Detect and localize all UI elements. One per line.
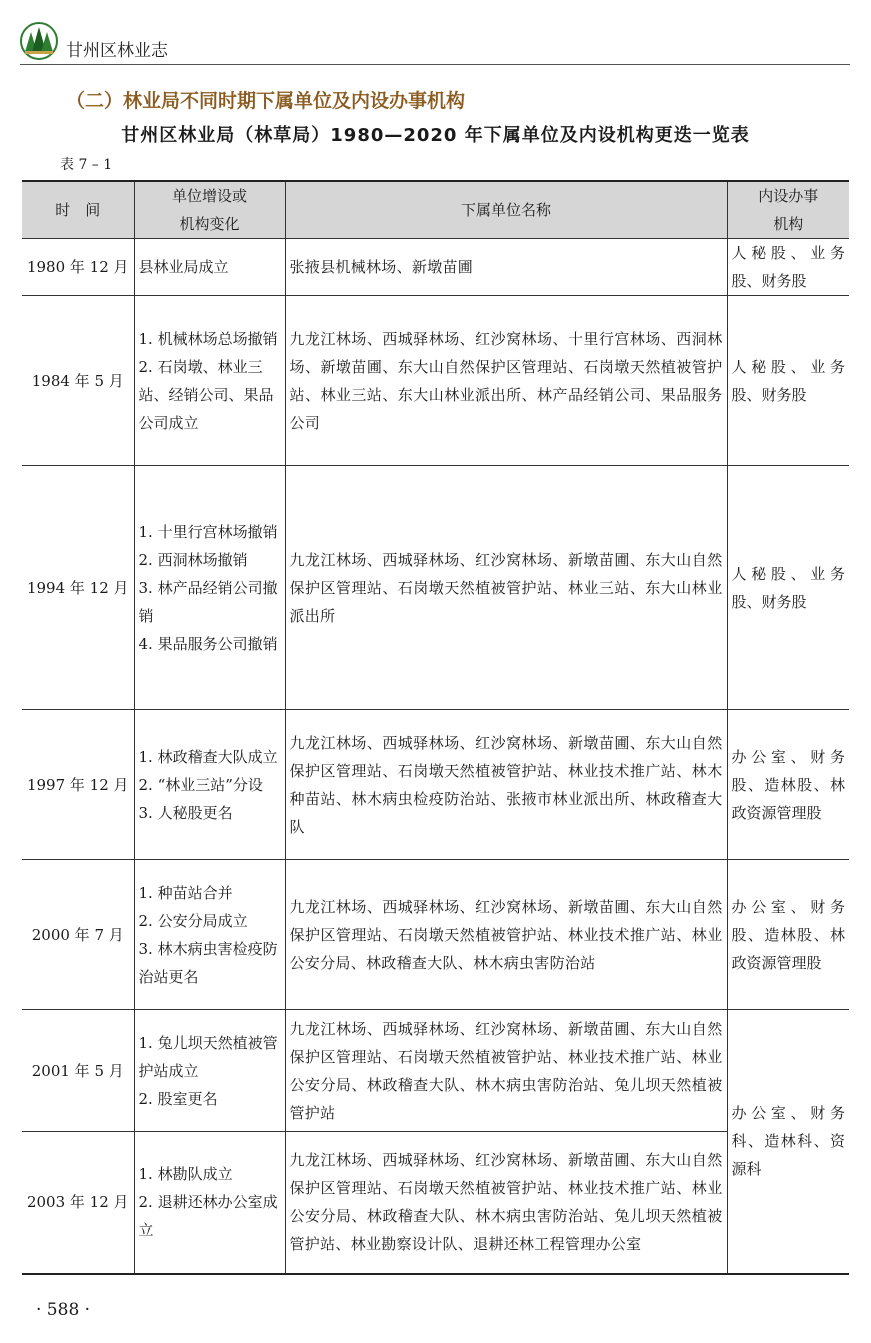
table-row xyxy=(22,1010,849,1132)
book-title: 甘州区林业志 xyxy=(66,41,168,61)
cell-units: 九龙江林场、西城驿林场、红沙窝林场、新墩苗圃、东大山自然保护区管理站、石岗墩天然植被管护站、林业三站、东大山林业派出所 xyxy=(285,466,727,710)
change-item: 2. 公安分局成立 xyxy=(138,911,248,930)
cell-changes xyxy=(134,296,285,466)
change-item: 2. “林业三站”分设 xyxy=(138,775,263,794)
cell-changes xyxy=(134,710,285,860)
cell-time: 2000 年 7 月 xyxy=(22,860,134,1010)
table-header-row xyxy=(22,181,849,239)
header-offices-line1: 内设办事 xyxy=(758,187,819,205)
header-changes xyxy=(134,181,285,239)
change-item: 3. 林产品经销公司撤销 xyxy=(138,578,278,625)
cell-offices: 办公室、财务股、造林股、林政资源管理股 xyxy=(727,860,849,1010)
cell-units: 张掖县机械林场、新墩苗圃 xyxy=(285,239,727,296)
table-number: 表 7 – 1 xyxy=(60,157,113,173)
table-row xyxy=(22,860,849,1010)
section-title: （二）林业局不同时期下属单位及内设办事机构 xyxy=(66,90,466,112)
cell-changes xyxy=(134,239,285,296)
change-item: 2. 退耕还林办公室成立 xyxy=(138,1193,278,1240)
header-time: 时 间 xyxy=(22,181,134,239)
change-item: 2. 西洞林场撤销 xyxy=(138,550,248,569)
change-item: 2. 股室更名 xyxy=(138,1089,218,1108)
cell-units: 九龙江林场、西城驿林场、红沙窝林场、新墩苗圃、东大山自然保护区管理站、石岗墩天然植被管护站、林业技术推广站、林业公安分局、林政稽查大队、林木病虫害防治站、兔儿坝天然植被管护站 xyxy=(285,1010,727,1132)
change-item: 1. 林政稽查大队成立 xyxy=(138,747,278,766)
cell-changes xyxy=(134,1132,285,1274)
cell-time: 1997 年 12 月 xyxy=(22,710,134,860)
cell-changes xyxy=(134,466,285,710)
table-row xyxy=(22,710,849,860)
cell-time: 1994 年 12 月 xyxy=(22,466,134,710)
cell-time: 1980 年 12 月 xyxy=(22,239,134,296)
change-item: 1. 机械林场总场撤销 xyxy=(138,329,278,348)
cell-offices: 办公室、财务股、造林股、林政资源管理股 xyxy=(727,710,849,860)
table-title: 甘州区林业局（林草局）1980—2020 年下属单位及内设机构更迭一览表 xyxy=(121,125,750,146)
cell-time: 1984 年 5 月 xyxy=(22,296,134,466)
cell-offices: 办公室、财务科、造林科、资源科 xyxy=(727,1010,849,1274)
cell-changes xyxy=(134,1010,285,1132)
table-row xyxy=(22,466,849,710)
change-item: 2. 石岗墩、林业三站、经销公司、果品公司成立 xyxy=(138,357,274,432)
header-offices-line2: 机构 xyxy=(773,215,804,233)
change-item: 3. 人秘股更名 xyxy=(138,803,233,822)
page-number: · 588 · xyxy=(36,1300,91,1320)
units-table xyxy=(22,180,849,1275)
change-item: 1. 种苗站合并 xyxy=(138,883,233,902)
cell-units: 九龙江林场、西城驿林场、红沙窝林场、新墩苗圃、东大山自然保护区管理站、石岗墩天然植被管护站、林业技术推广站、林业公安分局、林政稽查大队、林木病虫害防治站、兔儿坝天然植被管护站、林业勘察设计队、退耕还林工程管理办公室 xyxy=(285,1132,727,1274)
cell-units: 九龙江林场、西城驿林场、红沙窝林场、十里行宫林场、西洞林场、新墩苗圃、东大山自然保护区管理站、石岗墩天然植被管护站、林业三站、东大山林业派出所、林产品经销公司、果品服务公司 xyxy=(285,296,727,466)
change-item: 县林业局成立 xyxy=(138,258,229,276)
change-item: 1. 十里行宫林场撤销 xyxy=(138,522,278,541)
page-header xyxy=(20,20,850,65)
header-changes-line2: 机构变化 xyxy=(179,215,240,233)
change-item: 4. 果品服务公司撤销 xyxy=(138,634,278,653)
cell-changes xyxy=(134,860,285,1010)
pine-trees-logo-icon xyxy=(20,22,58,60)
table-row xyxy=(22,296,849,466)
cell-offices: 人秘股、业务股、财务股 xyxy=(727,296,849,466)
cell-time: 2003 年 12 月 xyxy=(22,1132,134,1274)
table-row xyxy=(22,239,849,296)
cell-units: 九龙江林场、西城驿林场、红沙窝林场、新墩苗圃、东大山自然保护区管理站、石岗墩天然植被管护站、林业技术推广站、林业公安分局、林政稽查大队、林木病虫害防治站 xyxy=(285,860,727,1010)
header-offices xyxy=(727,181,849,239)
cell-offices: 人秘股、业务股、财务股 xyxy=(727,466,849,710)
change-item: 1. 兔儿坝天然植被管护站成立 xyxy=(138,1033,278,1080)
table-row xyxy=(22,1132,849,1274)
change-item: 3. 林木病虫害检疫防治站更名 xyxy=(138,939,278,986)
change-item: 1. 林勘队成立 xyxy=(138,1165,233,1184)
header-changes-line1: 单位增设或 xyxy=(171,187,247,205)
cell-time: 2001 年 5 月 xyxy=(22,1010,134,1132)
header-units: 下属单位名称 xyxy=(285,181,727,239)
cell-units: 九龙江林场、西城驿林场、红沙窝林场、新墩苗圃、东大山自然保护区管理站、石岗墩天然植被管护站、林业技术推广站、林木种苗站、林木病虫检疫防治站、张掖市林业派出所、林政稽查大队 xyxy=(285,710,727,860)
cell-offices: 人秘股、业务股、财务股 xyxy=(727,239,849,296)
